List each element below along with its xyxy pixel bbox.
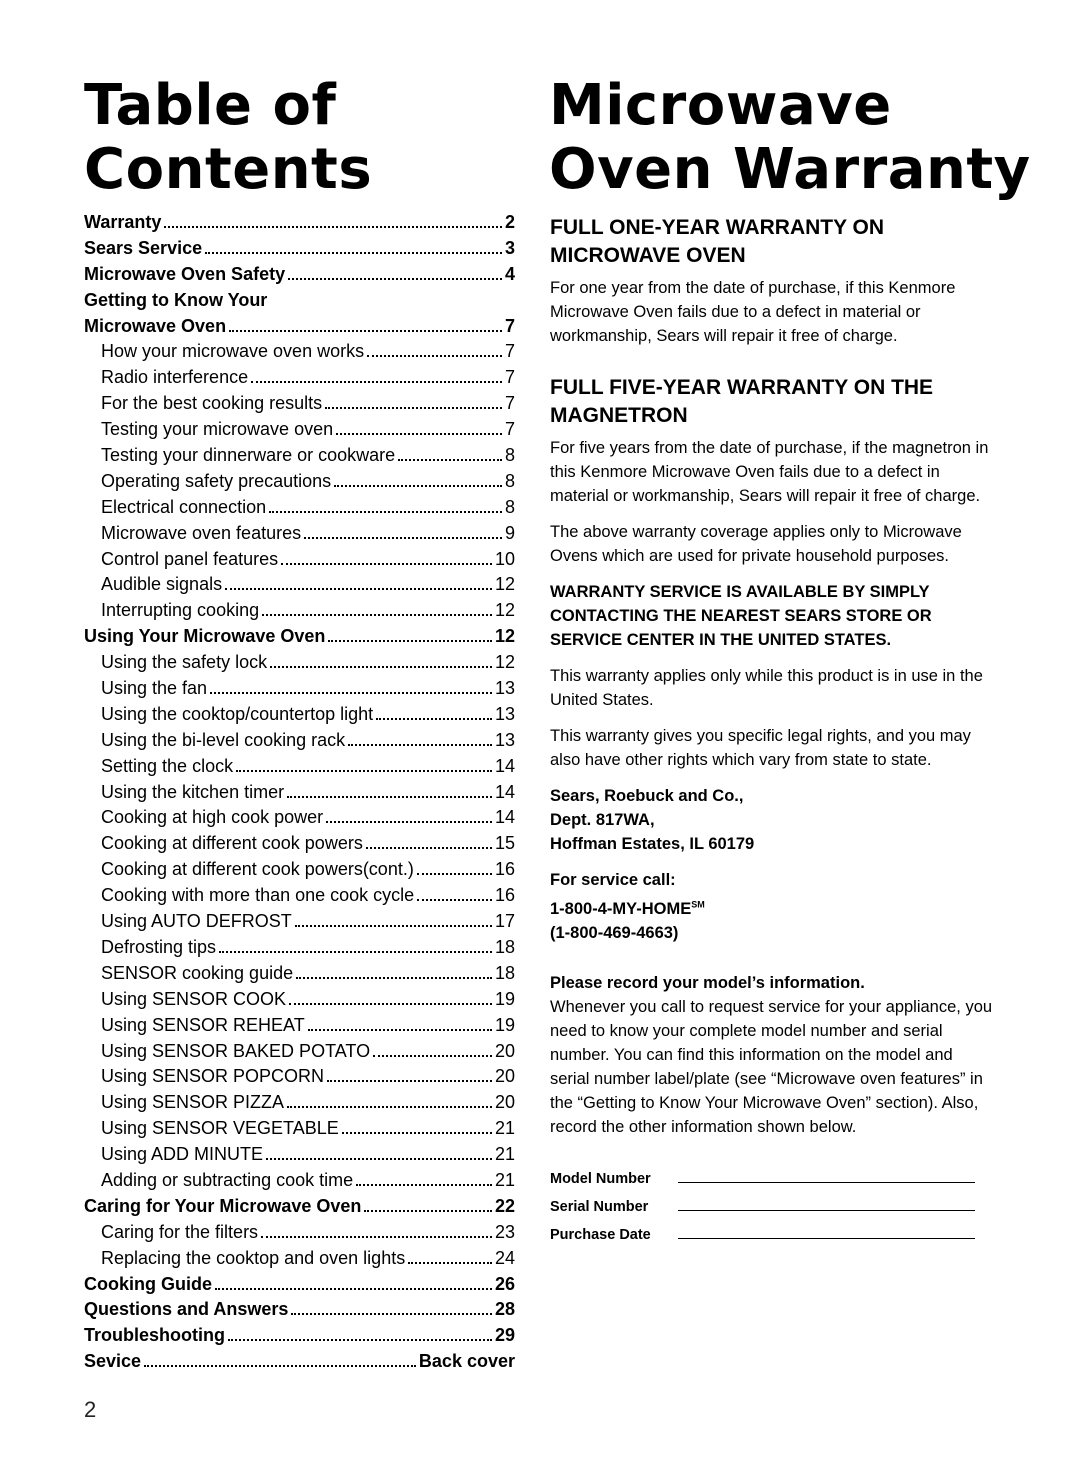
- toc-entry[interactable]: [84, 238, 515, 264]
- toc-entry[interactable]: [84, 316, 515, 342]
- toc-entry-page: 20: [494, 1092, 515, 1113]
- toc-dot-leader: [304, 537, 502, 539]
- toc-entry[interactable]: [84, 1015, 515, 1041]
- toc-dot-leader: [366, 847, 492, 849]
- service-call-label: For service call:: [550, 871, 676, 889]
- toc-entry-title: Testing your microwave oven: [101, 419, 334, 440]
- toc-entry[interactable]: [84, 1041, 515, 1067]
- toc-entry-title: Using the safety lock: [101, 652, 268, 673]
- toc-entry-page: 20: [494, 1040, 515, 1061]
- toc-entry[interactable]: [84, 859, 515, 885]
- toc-entry-title: Using the bi-level cooking rack: [101, 729, 346, 750]
- toc-dot-leader: [376, 718, 492, 720]
- toc-entry-title: Radio interference: [101, 367, 249, 388]
- toc-entry-title: Interrupting cooking: [101, 600, 260, 621]
- model-number-label: Model Number: [550, 1170, 651, 1187]
- us-only-text: This warranty applies only while this product is in use in the United States.: [550, 667, 983, 709]
- toc-entry[interactable]: [84, 212, 515, 238]
- toc-entry-title: Using SENSOR BAKED POTATO: [101, 1040, 371, 1061]
- record-text: Whenever you call to request service for your appliance, you need to know your complete model number and serial number. You can find this information on the model and serial number label/plate (see “Microwave oven features” in the “Getting to Know Your Microwave Oven” section). Also, record the other information shown below.: [550, 997, 993, 1136]
- toc-entry-page: 20: [494, 1066, 515, 1087]
- toc-entry-page: 7: [504, 393, 515, 414]
- toc-entry[interactable]: [84, 393, 515, 419]
- toc-entry-page: 23: [494, 1221, 515, 1242]
- toc-dot-leader: [210, 692, 492, 694]
- purchase-date-blank-line: [678, 1238, 975, 1239]
- toc-dot-leader: [417, 873, 492, 875]
- toc-entry-page: 14: [494, 781, 515, 802]
- toc-entry-page: 8: [504, 445, 515, 466]
- toc-dot-leader: [281, 563, 492, 565]
- toc-entry-page: 24: [494, 1247, 515, 1268]
- toc-title: Table of Contents: [84, 73, 373, 202]
- toc-entry-page: 18: [494, 936, 515, 957]
- toc-dot-leader: [287, 796, 492, 798]
- toc-entry[interactable]: [84, 367, 515, 393]
- toc-entry-title: Caring for the filters: [101, 1221, 259, 1242]
- toc-entry-title: Sevice: [84, 1351, 142, 1372]
- toc-dot-leader: [356, 1184, 492, 1186]
- toc-entry-title: Using SENSOR POPCORN: [101, 1066, 325, 1087]
- toc-entry-title: Sears Service: [84, 237, 203, 258]
- toc-entry-title: How your microwave oven works: [101, 341, 365, 362]
- toc-entry-page: 10: [494, 548, 515, 569]
- toc-entry-title: Adding or subtracting cook time: [101, 1169, 354, 1190]
- warranty-title: Microwave Oven Warranty: [549, 73, 1031, 202]
- toc-entry-title: Getting to Know Your: [84, 289, 268, 310]
- toc-dot-leader: [342, 1132, 492, 1134]
- toc-entry-page: 7: [504, 419, 515, 440]
- toc-entry-page: 21: [494, 1169, 515, 1190]
- toc-entry-title: Using SENSOR REHEAT: [101, 1014, 305, 1035]
- toc-dot-leader: [328, 640, 492, 642]
- toc-entry[interactable]: [84, 523, 515, 549]
- toc-dot-leader: [291, 1313, 492, 1315]
- toc-dot-leader: [367, 355, 502, 357]
- toc-entry[interactable]: [84, 1118, 515, 1144]
- toc-entry-title: For the best cooking results: [101, 393, 323, 414]
- toc-entry-page: 14: [494, 755, 515, 776]
- toc-entry-title: Replacing the cooktop and oven lights: [101, 1247, 406, 1268]
- serial-number-blank-line: [678, 1210, 975, 1211]
- toc-entry-page: 8: [504, 496, 515, 517]
- toc-entry-page: 13: [494, 703, 515, 724]
- toc-entry-title: Using Your Microwave Oven: [84, 626, 326, 647]
- toc-entry-title: Cooking at different cook powers(cont.): [101, 859, 414, 880]
- toc-entry-title: Warranty: [84, 212, 162, 232]
- toc-entry-title: Cooking at high cook power: [101, 807, 324, 828]
- coverage-text: The above warranty coverage applies only to Microwave Ovens which are used for private household purposes.: [550, 523, 962, 565]
- toc-entry-page: 12: [494, 652, 515, 673]
- toc-entry[interactable]: [84, 1066, 515, 1092]
- toc-dot-leader: [164, 226, 502, 228]
- toc-dot-leader: [205, 252, 502, 254]
- toc-entry-title: Questions and Answers: [84, 1299, 289, 1320]
- warranty-section: [550, 214, 995, 1243]
- toc-entry-page: 8: [504, 470, 515, 491]
- toc-dot-leader: [287, 1106, 492, 1108]
- toc-entry[interactable]: [84, 652, 515, 678]
- toc-dot-leader: [336, 433, 502, 435]
- toc-entry-title: Using AUTO DEFROST: [101, 911, 292, 932]
- model-number-blank-line: [678, 1182, 975, 1183]
- toc-entry-title: Testing your dinnerware or cookware: [101, 445, 396, 466]
- toc-entry-title: Using SENSOR COOK: [101, 988, 287, 1009]
- toc-entry-title: Cooking at different cook powers: [101, 833, 363, 854]
- toc-entry[interactable]: [84, 1351, 515, 1377]
- toc-entry-page: 16: [494, 859, 515, 880]
- service-phone: 1-800-4-MY-HOME℠: [550, 899, 705, 918]
- toc-entry-page: 9: [504, 522, 515, 543]
- toc-entry[interactable]: [84, 885, 515, 911]
- toc-entry-page: 19: [494, 1014, 515, 1035]
- toc-entry[interactable]: [84, 833, 515, 859]
- toc-dot-leader: [266, 1158, 492, 1160]
- toc-entry-title: Troubleshooting: [84, 1325, 225, 1346]
- toc-entry[interactable]: [84, 574, 515, 600]
- toc-entry-page: 21: [494, 1144, 515, 1165]
- toc-entry-title: Using SENSOR VEGETABLE: [101, 1118, 339, 1139]
- toc-dot-leader: [373, 1055, 492, 1057]
- toc-entry[interactable]: [84, 704, 515, 730]
- toc-dot-leader: [295, 925, 492, 927]
- model-info-form: [550, 1159, 995, 1243]
- toc-entry-page: 18: [494, 962, 515, 983]
- purchase-date-row: [550, 1215, 995, 1243]
- toc-entry-page: 17: [494, 911, 515, 932]
- toc-entry[interactable]: [84, 549, 515, 575]
- toc-entry[interactable]: [84, 911, 515, 937]
- toc-entry[interactable]: [84, 989, 515, 1015]
- toc-entry-page: 12: [494, 574, 515, 595]
- toc-entry[interactable]: [84, 290, 515, 316]
- toc-entry[interactable]: [84, 1144, 515, 1170]
- page-number: 2: [84, 1397, 97, 1422]
- toc-dot-leader: [261, 1236, 492, 1238]
- toc-entry-title: Control panel features: [101, 548, 279, 569]
- toc-entry[interactable]: [84, 730, 515, 756]
- toc-entry-title: SENSOR cooking guide: [101, 962, 294, 983]
- toc-dot-leader: [417, 899, 492, 901]
- service-notice: WARRANTY SERVICE IS AVAILABLE BY SIMPLY CONTACTING THE NEAREST SEARS STORE OR SERVICE CENTER IN THE UNITED STATES.: [550, 583, 932, 649]
- toc-entry-page: 28: [494, 1299, 515, 1320]
- sears-address: [550, 784, 995, 856]
- toc-entry-page: 19: [494, 988, 515, 1009]
- address-line-2: Dept. 817WA,: [550, 811, 655, 829]
- toc-dot-leader: [251, 381, 502, 383]
- model-number-row: [550, 1159, 995, 1187]
- toc-entry-page: Back cover: [418, 1351, 515, 1372]
- toc-dot-leader: [288, 278, 502, 280]
- record-heading: Please record your model’s information.: [550, 973, 865, 992]
- toc-dot-leader: [308, 1029, 492, 1031]
- toc-entry[interactable]: [84, 937, 515, 963]
- toc-entry[interactable]: [84, 963, 515, 989]
- toc-entry-page: 26: [494, 1273, 515, 1294]
- toc-entry-title: Cooking with more than one cook cycle: [101, 885, 415, 906]
- toc-dot-leader: [219, 951, 492, 953]
- toc-entry[interactable]: [84, 1196, 515, 1222]
- toc-entry[interactable]: [84, 419, 515, 445]
- toc-entry-title: Caring for Your Microwave Oven: [84, 1195, 362, 1216]
- toc-entry-page: 2: [504, 212, 515, 232]
- toc-entry[interactable]: [84, 782, 515, 808]
- toc-dot-leader: [228, 1339, 492, 1341]
- service-phone-numeric: (1-800-469-4663): [550, 923, 679, 942]
- toc-dot-leader: [325, 407, 502, 409]
- toc-entry[interactable]: [84, 471, 515, 497]
- toc-dot-leader: [269, 511, 502, 513]
- toc-entry-page: 13: [494, 678, 515, 699]
- toc-entry-page: 7: [504, 315, 515, 336]
- toc-entry-title: Microwave Oven Safety: [84, 263, 286, 284]
- toc-entry-title: Defrosting tips: [101, 936, 217, 957]
- toc-entry-title: Cooking Guide: [84, 1273, 212, 1294]
- toc-entry-title: Microwave oven features: [101, 522, 302, 543]
- toc-entry-page: 12: [494, 626, 515, 647]
- toc-entry[interactable]: [84, 1092, 515, 1118]
- toc-entry-page: 21: [494, 1118, 515, 1139]
- toc-entry[interactable]: [84, 1299, 515, 1325]
- toc-dot-leader: [334, 485, 502, 487]
- toc-entry[interactable]: [84, 678, 515, 704]
- toc-dot-leader: [398, 459, 502, 461]
- toc-entry-page: 3: [504, 237, 515, 258]
- one-year-warranty-heading: FULL ONE-YEAR WARRANTY ON MICROWAVE OVEN: [550, 216, 885, 267]
- toc-dot-leader: [215, 1288, 492, 1290]
- toc-entry-title: Setting the clock: [101, 755, 234, 776]
- toc-dot-leader: [327, 1080, 492, 1082]
- address-line-3: Hoffman Estates, IL 60179: [550, 835, 755, 853]
- toc-entry-page: 7: [504, 341, 515, 362]
- toc-entry[interactable]: [84, 264, 515, 290]
- toc-dot-leader: [270, 666, 492, 668]
- table-of-contents: [84, 212, 515, 1377]
- toc-entry[interactable]: [84, 1170, 515, 1196]
- toc-entry[interactable]: [84, 1274, 515, 1300]
- toc-entry-title: Using the cooktop/countertop light: [101, 703, 374, 724]
- toc-entry-title: Using SENSOR PIZZA: [101, 1092, 285, 1113]
- toc-entry-page: 29: [494, 1325, 515, 1346]
- toc-entry-page: 7: [504, 367, 515, 388]
- purchase-date-label: Purchase Date: [550, 1226, 651, 1243]
- toc-dot-leader: [225, 588, 492, 590]
- toc-entry[interactable]: [84, 1222, 515, 1248]
- toc-entry-title: Microwave Oven: [84, 315, 227, 336]
- address-line-1: Sears, Roebuck and Co.,: [550, 787, 744, 805]
- toc-entry[interactable]: [84, 1325, 515, 1351]
- service-mark: SM: [691, 899, 705, 909]
- toc-entry-page: 16: [494, 885, 515, 906]
- toc-entry-title: Using the kitchen timer: [101, 781, 285, 802]
- toc-dot-leader: [262, 614, 492, 616]
- toc-dot-leader: [408, 1262, 492, 1264]
- toc-dot-leader: [289, 1003, 492, 1005]
- toc-entry-page: 13: [494, 729, 515, 750]
- toc-entry-title: Operating safety precautions: [101, 470, 332, 491]
- toc-dot-leader: [364, 1210, 492, 1212]
- toc-entry-page: 15: [494, 833, 515, 854]
- toc-entry[interactable]: [84, 600, 515, 626]
- toc-entry-title: Using the fan: [101, 678, 208, 699]
- toc-entry-title: Using ADD MINUTE: [101, 1144, 264, 1165]
- toc-entry-page: 12: [494, 600, 515, 621]
- serial-number-label: Serial Number: [550, 1198, 649, 1215]
- five-year-warranty-heading: FULL FIVE-YEAR WARRANTY ON THE MAGNETRON: [550, 376, 934, 427]
- five-year-warranty-text: For five years from the date of purchase, if the magnetron in this Kenmore Microwave Oven fails due to a defect in material or workmanship, Sears will repair it free of charge.: [550, 439, 989, 505]
- toc-entry[interactable]: [84, 756, 515, 782]
- toc-dot-leader: [229, 330, 502, 332]
- toc-entry[interactable]: [84, 807, 515, 833]
- toc-entry[interactable]: [84, 1248, 515, 1274]
- toc-dot-leader: [296, 977, 492, 979]
- toc-dot-leader: [144, 1365, 416, 1367]
- serial-number-row: [550, 1187, 995, 1215]
- toc-entry-page: 22: [494, 1195, 515, 1216]
- toc-entry[interactable]: [84, 497, 515, 523]
- one-year-warranty-text: For one year from the date of purchase, if this Kenmore Microwave Oven fails due to a defect in material or workmanship, Sears will repair it free of charge.: [550, 279, 956, 345]
- toc-entry-title: Electrical connection: [101, 496, 267, 517]
- toc-entry-page: 4: [504, 263, 515, 284]
- toc-dot-leader: [236, 770, 492, 772]
- toc-entry[interactable]: [84, 341, 515, 367]
- toc-entry[interactable]: [84, 445, 515, 471]
- toc-dot-leader: [348, 744, 492, 746]
- toc-entry[interactable]: [84, 626, 515, 652]
- service-contact: [550, 868, 995, 945]
- toc-entry-title: Audible signals: [101, 574, 223, 595]
- toc-entry-page: 14: [494, 807, 515, 828]
- legal-rights-text: This warranty gives you specific legal rights, and you may also have other rights which vary from state to state.: [550, 727, 971, 769]
- toc-dot-leader: [326, 821, 492, 823]
